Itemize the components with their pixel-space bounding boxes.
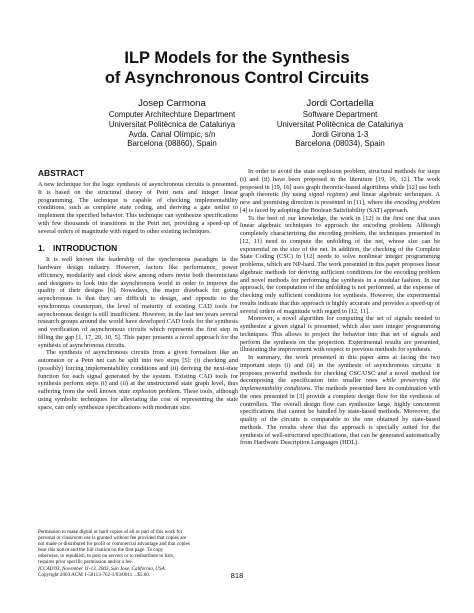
copyright-line: requires prior specific permission and/or a fee. (38, 559, 133, 566)
copyright-line: otherwise, to republish, to post on servers or to redistribute to lists, (38, 553, 175, 560)
left-column (38, 168, 238, 411)
author-affiliation: Computer Architechture Department (108, 110, 236, 119)
copyright-line: Permission to make digital or hard copies of all or part of this work for (38, 529, 183, 535)
page-number: 818 (230, 571, 244, 580)
copyright-line: personal or classroom use is granted without fee provided that copies are (38, 535, 187, 542)
intro-paragraph-6 (240, 354, 440, 447)
right-column (240, 168, 440, 447)
author-institution: Universitat Politècnica de Catalunya (108, 119, 236, 129)
section-heading-introduction (38, 243, 238, 253)
paper-title (0, 48, 474, 88)
author-name: Josep Carmona (138, 98, 206, 109)
intro-paragraph-3 (240, 168, 440, 215)
author-address: Jordi Girona 1-3 (311, 129, 369, 139)
intro-paragraph-5: Moreover, a novel algorithm for computing the set of signals needed to synthesize a given signal is presented, which also uses integer programming techniques. This allows to project the behavior into that set of signals and perform the synthesis on the projection. Experimental results are presented, illustrating the improvement with respect to previous methods for synthesis. (240, 315, 440, 354)
section-title: INTRODUCTION (53, 243, 118, 254)
copyright-line: not made or distributed for profit or commercial advantage and that copies (38, 541, 190, 548)
emphasis-run: state explosion (118, 388, 157, 395)
copyright-line: Copyright 2003 ACM 1-58113-762-1/03/0011 ...$5.00. (38, 571, 151, 578)
author-city: Barcelona (08860), Spain (127, 139, 217, 149)
text-run: problem. These tools, although using symbolic techniques for alleviating the cost of representing the state space, can only synthesize specifications with moderate size. (38, 388, 238, 411)
section-number: 1. (38, 243, 45, 254)
abstract-heading: ABSTRACT (38, 168, 85, 178)
text-run: The synthesis of asynchronous circuits from a given formalism like an automaton or a Petri net can be split into two steps [5]: (i) checking and (possibly) forcing implementability conditions and (ii) deriving the next-state function for each signal generated by the system. Existing CAD tools for synthesis perform steps (i) and (ii) at the unstructured state graph level, thus suffering from the well known (38, 349, 238, 395)
emphasis-run: while preserving the implementability conditions (240, 377, 440, 392)
text-run: In order to avoid the state explosion problem, structural methods for steps (i) and (ii) have been proposed in the literature [19, 16, 12]. The work proposed in [19, 16] uses graph theoretic-based algorithms while [12] use both graph theoretic (by using (240, 168, 440, 199)
author-institution: Universitat Politècnica de Catalunya (276, 119, 404, 129)
author-city: Barcelona (08034), Spain (295, 139, 385, 149)
abstract-text: A new technique for the logic synthesis of asynchronous circuits is presented. It is based on the structural theory of Petri nets and integer linear programming. The technique is capable of checking implementability conditions, such as complete state coding, and deriving a gate netlist to implement the specified behavior. This technique can synthesize specifications with few thousands of transitions in the Petri net, providing a speed-up of several orders of magnitude with regard to other existing techniques. (38, 181, 238, 235)
intro-paragraph-2 (38, 349, 238, 411)
text-run: ) and linear algebraic techniques. A new and promising direction is presented in [11], where the (240, 191, 441, 206)
copyright-line: bear this notice and the full citation on the first page. To copy (38, 547, 164, 554)
intro-paragraph-4: To the best of our knowledge, the work in [12] is the first one that uses linear algebraic techniques to approach the encoding problem. Although completely characterizing the encoding problem, the techniques presented in [12, 11] need to compute the unfolding of the net, whose size can be exponential on the size of the net. In addition, the checking of the Complete State Coding (CSC) in [12] needs to solve nonlinear integer programming problems, which are NP-hard. The work presented in this paper proposes linear algebraic methods for deriving sufficient conditions for the encoding problem and novel methods for performing the synthesis in a modular fashion. In our approach, the computation of the unfolding is not performed, at the expense of checking only sufficient conditions for synthesis. However, the experimental results indicate that this approach is highly accurate and provides a speed-up of several orders of magnitude with regard to [12, 11]. (240, 214, 440, 315)
text-run: [4] is faced by adopting the Boolean Satisfiability (SAT) approach. (240, 206, 409, 214)
title-line-1: ILP Models for the Synthesis (124, 49, 350, 67)
emphasis-run: signal regions (308, 191, 346, 199)
author-name: Jordi Cortadella (306, 98, 374, 109)
title-line-2: of Asynchronous Control Circuits (104, 69, 370, 87)
text-run: . The methods presented here in combination with the ones presented in [3] provide a complete design flow for the synthesis of controllers. The overall design flow can synthesize large, highly concurrent specifications that cannot be handled by state-based methods. Moreover, the quality of the circuits is comparable to the one obtained by state-based methods. The results show that the approach is specially suited for the synthesis of well-structured specifications, that can be generated automatically from Hardware Description Languages (HDL). (240, 385, 441, 447)
emphasis-run: encoding problem (394, 199, 440, 206)
intro-paragraph-1: It is well known the leadership of the synchronous paradigm in the hardware design industry. However, factors like performance, power efficiency, modularity and clock skew among others invite both theoreticians and designers to look into the asynchronous world in order to improve the quality of their designs [6]. Nowadays, the major drawback for going asynchronous is that they are difficult to design, and opposite to the synchronous counterpart, the level of maturity of existing CAD tools for asynchronous design is still insufficient. However, in the last ten years several research groups around the world have developed CAD tools for the synthesis and verification of asynchronous circuits which represents the first step in filling the gap [1, 17, 20, 10, 5]. This paper presents a novel approach for the synthesis of asynchronous circuits. (38, 256, 238, 349)
author-address: Avda. Canal Olímpic, s/n (128, 129, 216, 139)
author-block-2 (240, 98, 440, 149)
copyright-line: ICCAD'03, November 11-13, 2003, San Jose, California, USA. (38, 565, 166, 572)
text-run: In summary, the work presented in this paper aims at facing the two important steps (i) and (ii) in the synthesis of asynchronous circuits: it proposes powerful methods for checking CSC/USC and a novel method for decomposing the specification into smaller ones (240, 354, 440, 385)
author-affiliation: Software Department (302, 110, 378, 119)
